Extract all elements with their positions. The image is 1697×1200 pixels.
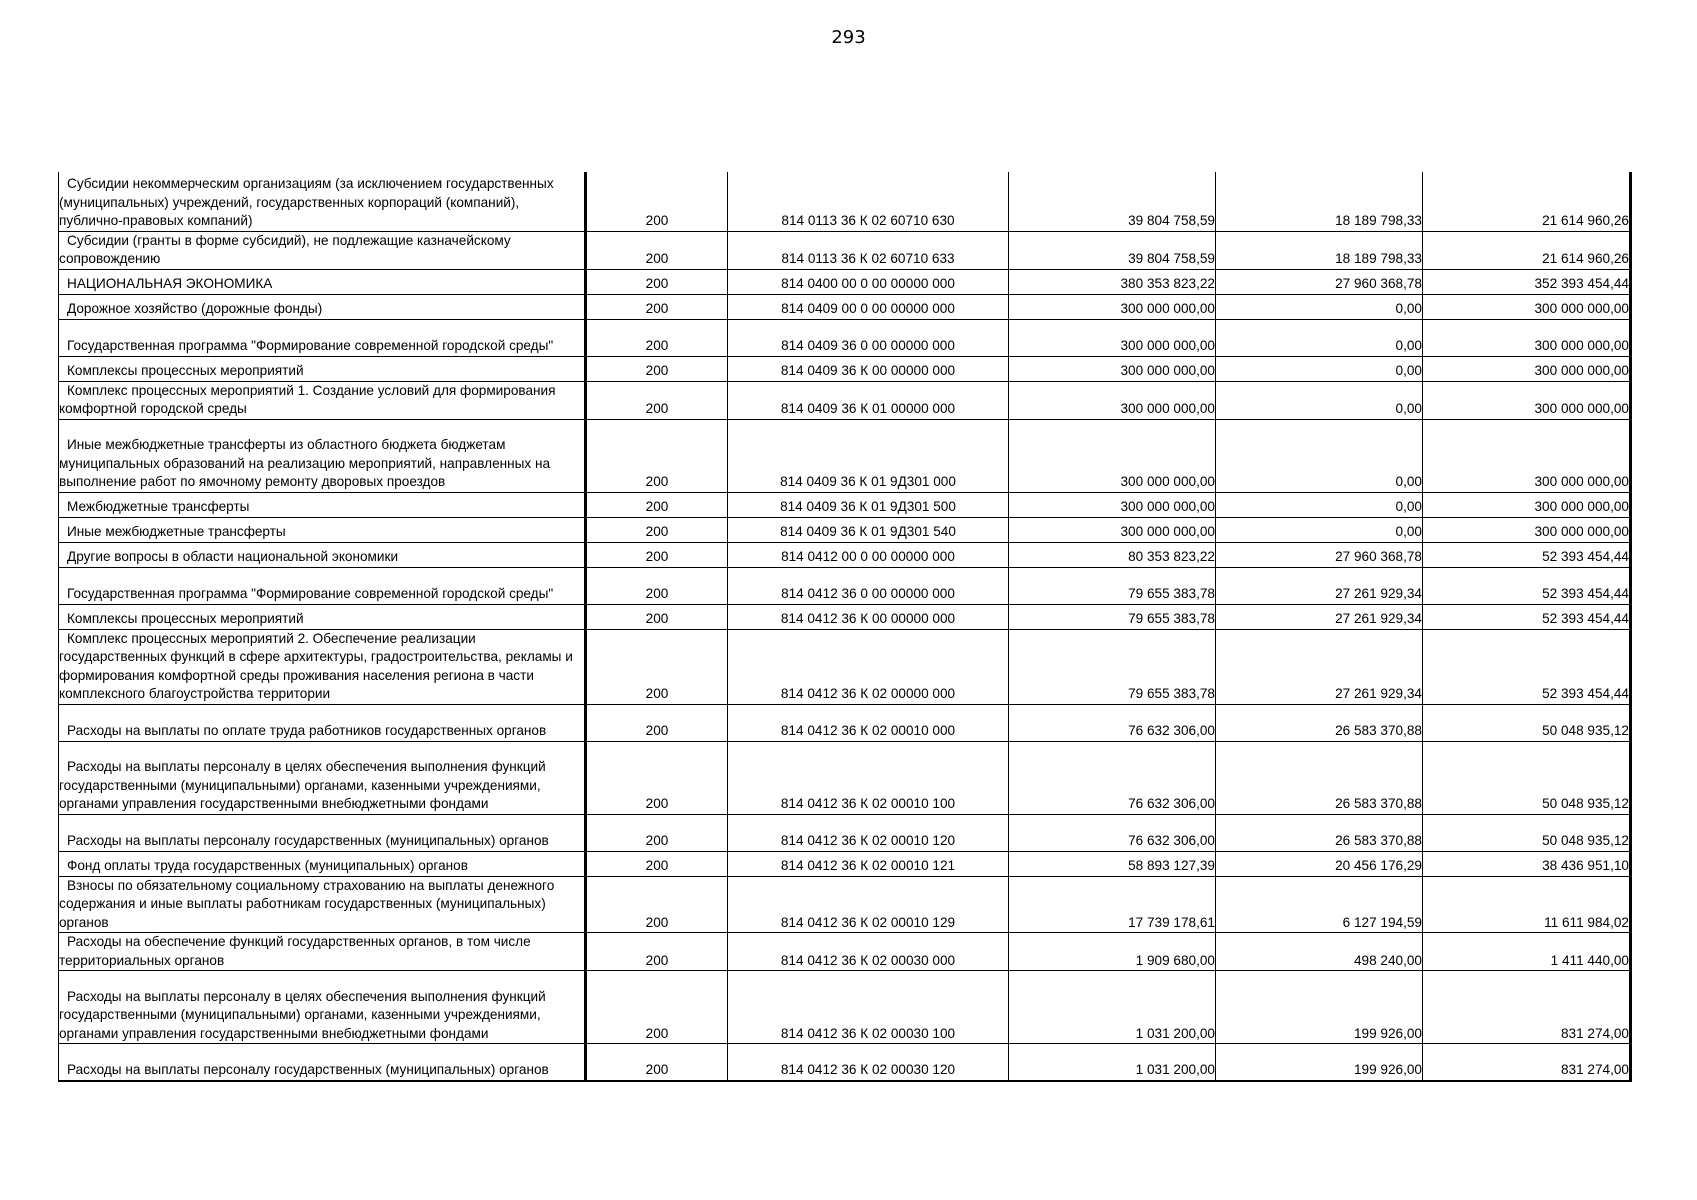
row-code: 200 xyxy=(586,629,728,704)
row-executed: 0,00 xyxy=(1216,492,1423,517)
table-row xyxy=(59,814,1631,851)
row-name xyxy=(59,604,586,629)
table-row xyxy=(59,381,1631,419)
row-name-text: Межбюджетные трансферты xyxy=(67,499,250,514)
row-executed: 199 926,00 xyxy=(1216,1044,1423,1081)
row-remaining: 50 048 935,12 xyxy=(1423,814,1631,851)
row-classification: 814 0113 36 К 02 60710 630 xyxy=(728,172,1009,231)
row-code: 200 xyxy=(586,1044,728,1081)
row-name-text: Фонд оплаты труда государственных (муниципальных) органов xyxy=(67,858,468,873)
row-name-text: Субсидии некоммерческим организациям (за исключением государственных (муниципальных) учреждений, государственных корпораций (компаний), публично-правовых компаний) xyxy=(59,176,554,228)
row-code: 200 xyxy=(586,356,728,381)
table-row xyxy=(59,629,1631,704)
row-name-text: Расходы на выплаты персоналу в целях обеспечения выполнения функций государственными (муниципальными) органами, казенными учреждениями, органами управления государственными внебюджетными фондами xyxy=(59,759,546,811)
row-remaining: 300 000 000,00 xyxy=(1423,517,1631,542)
row-executed: 18 189 798,33 xyxy=(1216,231,1423,269)
row-remaining: 52 393 454,44 xyxy=(1423,567,1631,604)
row-name-text: Дорожное хозяйство (дорожные фонды) xyxy=(67,301,323,316)
row-executed: 0,00 xyxy=(1216,381,1423,419)
table-row xyxy=(59,172,1631,231)
row-remaining: 300 000 000,00 xyxy=(1423,356,1631,381)
row-remaining: 300 000 000,00 xyxy=(1423,319,1631,356)
row-executed: 27 261 929,34 xyxy=(1216,629,1423,704)
row-name xyxy=(59,492,586,517)
row-remaining: 52 393 454,44 xyxy=(1423,629,1631,704)
row-name-text: Иные межбюджетные трансферты xyxy=(67,524,286,539)
row-name xyxy=(59,381,586,419)
row-name-text: Расходы на обеспечение функций государственных органов, в том числе территориальных органов xyxy=(59,934,531,968)
row-code: 200 xyxy=(586,269,728,294)
row-name xyxy=(59,356,586,381)
row-name xyxy=(59,172,586,231)
row-name xyxy=(59,419,586,492)
row-classification: 814 0412 36 К 02 00030 000 xyxy=(728,933,1009,971)
row-approved: 76 632 306,00 xyxy=(1009,741,1216,814)
budget-table xyxy=(58,172,1632,1082)
row-name-text: Расходы на выплаты по оплате труда работников государственных органов xyxy=(67,723,547,738)
row-remaining: 50 048 935,12 xyxy=(1423,741,1631,814)
table-row xyxy=(59,876,1631,933)
row-approved: 300 000 000,00 xyxy=(1009,381,1216,419)
row-approved: 1 031 200,00 xyxy=(1009,971,1216,1044)
row-classification: 814 0400 00 0 00 00000 000 xyxy=(728,269,1009,294)
row-executed: 26 583 370,88 xyxy=(1216,741,1423,814)
table-row xyxy=(59,231,1631,269)
table-row xyxy=(59,542,1631,567)
row-approved: 76 632 306,00 xyxy=(1009,814,1216,851)
row-classification: 814 0409 36 К 01 00000 000 xyxy=(728,381,1009,419)
row-code: 200 xyxy=(586,814,728,851)
row-remaining: 21 614 960,26 xyxy=(1423,231,1631,269)
row-name xyxy=(59,1044,586,1081)
row-classification: 814 0409 36 0 00 00000 000 xyxy=(728,319,1009,356)
row-approved: 79 655 383,78 xyxy=(1009,567,1216,604)
row-remaining: 38 436 951,10 xyxy=(1423,851,1631,876)
row-executed: 0,00 xyxy=(1216,356,1423,381)
row-classification: 814 0409 00 0 00 00000 000 xyxy=(728,294,1009,319)
row-code: 200 xyxy=(586,851,728,876)
row-remaining: 21 614 960,26 xyxy=(1423,172,1631,231)
row-remaining: 300 000 000,00 xyxy=(1423,294,1631,319)
row-code: 200 xyxy=(586,933,728,971)
table-row xyxy=(59,492,1631,517)
row-executed: 27 261 929,34 xyxy=(1216,604,1423,629)
row-name xyxy=(59,876,586,933)
row-name xyxy=(59,971,586,1044)
row-executed: 6 127 194,59 xyxy=(1216,876,1423,933)
row-executed: 18 189 798,33 xyxy=(1216,172,1423,231)
table-row xyxy=(59,356,1631,381)
row-code: 200 xyxy=(586,172,728,231)
row-approved: 80 353 823,22 xyxy=(1009,542,1216,567)
row-classification: 814 0412 36 0 00 00000 000 xyxy=(728,567,1009,604)
row-executed: 27 261 929,34 xyxy=(1216,567,1423,604)
row-name-text: Расходы на выплаты персоналу в целях обеспечения выполнения функций государственными (муниципальными) органами, казенными учреждениями, органами управления государственными внебюджетными фондами xyxy=(59,988,546,1041)
row-approved: 39 804 758,59 xyxy=(1009,172,1216,231)
row-code: 200 xyxy=(586,567,728,604)
row-remaining: 831 274,00 xyxy=(1423,1044,1631,1081)
row-name-text: Расходы на выплаты персоналу государственных (муниципальных) органов xyxy=(67,1062,549,1077)
row-approved: 300 000 000,00 xyxy=(1009,294,1216,319)
row-executed: 0,00 xyxy=(1216,294,1423,319)
row-name-text: Субсидии (гранты в форме субсидий), не подлежащие казначейскому сопровождению xyxy=(59,232,511,266)
table-row xyxy=(59,419,1631,492)
row-code: 200 xyxy=(586,381,728,419)
table-row xyxy=(59,933,1631,971)
row-approved: 1 031 200,00 xyxy=(1009,1044,1216,1081)
table-row xyxy=(59,517,1631,542)
row-executed: 498 240,00 xyxy=(1216,933,1423,971)
row-classification: 814 0409 36 К 00 00000 000 xyxy=(728,356,1009,381)
row-approved: 1 909 680,00 xyxy=(1009,933,1216,971)
row-classification: 814 0412 36 К 02 00010 100 xyxy=(728,741,1009,814)
row-name xyxy=(59,231,586,269)
row-classification: 814 0412 36 К 02 00010 121 xyxy=(728,851,1009,876)
row-name-text: Иные межбюджетные трансферты из областного бюджета бюджетам муниципальных образований на реализацию мероприятий, направленных на выполнение работ по ямочному ремонту дворовых проездов xyxy=(59,437,551,489)
row-classification: 814 0412 36 К 02 00000 000 xyxy=(728,629,1009,704)
row-name xyxy=(59,629,586,704)
row-executed: 0,00 xyxy=(1216,419,1423,492)
table-row xyxy=(59,851,1631,876)
row-executed: 20 456 176,29 xyxy=(1216,851,1423,876)
row-approved: 79 655 383,78 xyxy=(1009,604,1216,629)
table-row xyxy=(59,704,1631,741)
row-remaining: 50 048 935,12 xyxy=(1423,704,1631,741)
row-executed: 199 926,00 xyxy=(1216,971,1423,1044)
row-executed: 0,00 xyxy=(1216,319,1423,356)
row-code: 200 xyxy=(586,492,728,517)
row-approved: 300 000 000,00 xyxy=(1009,517,1216,542)
row-code: 200 xyxy=(586,419,728,492)
row-classification: 814 0412 36 К 02 00030 120 xyxy=(728,1044,1009,1081)
row-name-text: Другие вопросы в области национальной экономики xyxy=(67,549,399,564)
row-approved: 380 353 823,22 xyxy=(1009,269,1216,294)
row-name xyxy=(59,567,586,604)
row-name-text: Взносы по обязательному социальному страхованию на выплаты денежного содержания и иные выплаты работникам государственных (муниципальных) органов xyxy=(59,877,555,930)
row-classification: 814 0412 36 К 02 00010 120 xyxy=(728,814,1009,851)
row-approved: 300 000 000,00 xyxy=(1009,492,1216,517)
row-name xyxy=(59,704,586,741)
row-remaining: 352 393 454,44 xyxy=(1423,269,1631,294)
row-approved: 39 804 758,59 xyxy=(1009,231,1216,269)
row-name xyxy=(59,741,586,814)
row-name xyxy=(59,294,586,319)
row-name xyxy=(59,319,586,356)
table-row xyxy=(59,1044,1631,1081)
row-classification: 814 0412 36 К 02 00030 100 xyxy=(728,971,1009,1044)
row-code: 200 xyxy=(586,971,728,1044)
row-classification: 814 0412 36 К 00 00000 000 xyxy=(728,604,1009,629)
row-name xyxy=(59,517,586,542)
page-number: 293 xyxy=(831,27,866,48)
row-remaining: 52 393 454,44 xyxy=(1423,604,1631,629)
row-classification: 814 0412 36 К 02 00010 129 xyxy=(728,876,1009,933)
row-remaining: 52 393 454,44 xyxy=(1423,542,1631,567)
row-code: 200 xyxy=(586,294,728,319)
table-row xyxy=(59,604,1631,629)
row-name-text: Государственная программа "Формирование современной городской среды" xyxy=(67,586,554,601)
row-code: 200 xyxy=(586,741,728,814)
row-classification: 814 0409 36 К 01 9Д301 540 xyxy=(728,517,1009,542)
row-name-text: Комплексы процессных мероприятий xyxy=(67,611,304,626)
row-code: 200 xyxy=(586,517,728,542)
row-name-text: Государственная программа "Формирование современной городской среды" xyxy=(67,338,554,353)
row-classification: 814 0412 00 0 00 00000 000 xyxy=(728,542,1009,567)
row-remaining: 11 611 984,02 xyxy=(1423,876,1631,933)
table-row xyxy=(59,567,1631,604)
table-row xyxy=(59,294,1631,319)
row-approved: 17 739 178,61 xyxy=(1009,876,1216,933)
row-code: 200 xyxy=(586,542,728,567)
row-name xyxy=(59,851,586,876)
row-remaining: 831 274,00 xyxy=(1423,971,1631,1044)
row-name-text: НАЦИОНАЛЬНАЯ ЭКОНОМИКА xyxy=(67,276,273,291)
row-classification: 814 0409 36 К 01 9Д301 500 xyxy=(728,492,1009,517)
row-approved: 300 000 000,00 xyxy=(1009,319,1216,356)
table-row xyxy=(59,269,1631,294)
table-row xyxy=(59,319,1631,356)
row-approved: 79 655 383,78 xyxy=(1009,629,1216,704)
row-code: 200 xyxy=(586,319,728,356)
row-remaining: 1 411 440,00 xyxy=(1423,933,1631,971)
row-name xyxy=(59,269,586,294)
row-approved: 300 000 000,00 xyxy=(1009,356,1216,381)
row-name-text: Комплекс процессных мероприятий 1. Создание условий для формирования комфортной городской среды xyxy=(59,382,556,416)
row-remaining: 300 000 000,00 xyxy=(1423,492,1631,517)
row-name xyxy=(59,542,586,567)
row-approved: 300 000 000,00 xyxy=(1009,419,1216,492)
budget-table-body xyxy=(59,172,1631,1081)
row-remaining: 300 000 000,00 xyxy=(1423,419,1631,492)
row-name-text: Комплекс процессных мероприятий 2. Обеспечение реализации государственных функций в сфере архитектуры, градостроительства, рекламы и формирования комфортной среды проживания населения региона в части комплексного благоустройства территории xyxy=(59,630,573,701)
row-classification: 814 0113 36 К 02 60710 633 xyxy=(728,231,1009,269)
row-classification: 814 0409 36 К 01 9Д301 000 xyxy=(728,419,1009,492)
row-name-text: Расходы на выплаты персоналу государственных (муниципальных) органов xyxy=(67,833,549,848)
row-code: 200 xyxy=(586,604,728,629)
table-row xyxy=(59,971,1631,1044)
row-executed: 26 583 370,88 xyxy=(1216,814,1423,851)
row-name-text: Комплексы процессных мероприятий xyxy=(67,363,304,378)
row-classification: 814 0412 36 К 02 00010 000 xyxy=(728,704,1009,741)
row-code: 200 xyxy=(586,231,728,269)
row-code: 200 xyxy=(586,876,728,933)
row-executed: 27 960 368,78 xyxy=(1216,269,1423,294)
row-name xyxy=(59,814,586,851)
row-approved: 76 632 306,00 xyxy=(1009,704,1216,741)
row-code: 200 xyxy=(586,704,728,741)
row-name xyxy=(59,933,586,971)
table-row xyxy=(59,741,1631,814)
row-executed: 27 960 368,78 xyxy=(1216,542,1423,567)
row-remaining: 300 000 000,00 xyxy=(1423,381,1631,419)
row-approved: 58 893 127,39 xyxy=(1009,851,1216,876)
row-executed: 0,00 xyxy=(1216,517,1423,542)
row-executed: 26 583 370,88 xyxy=(1216,704,1423,741)
